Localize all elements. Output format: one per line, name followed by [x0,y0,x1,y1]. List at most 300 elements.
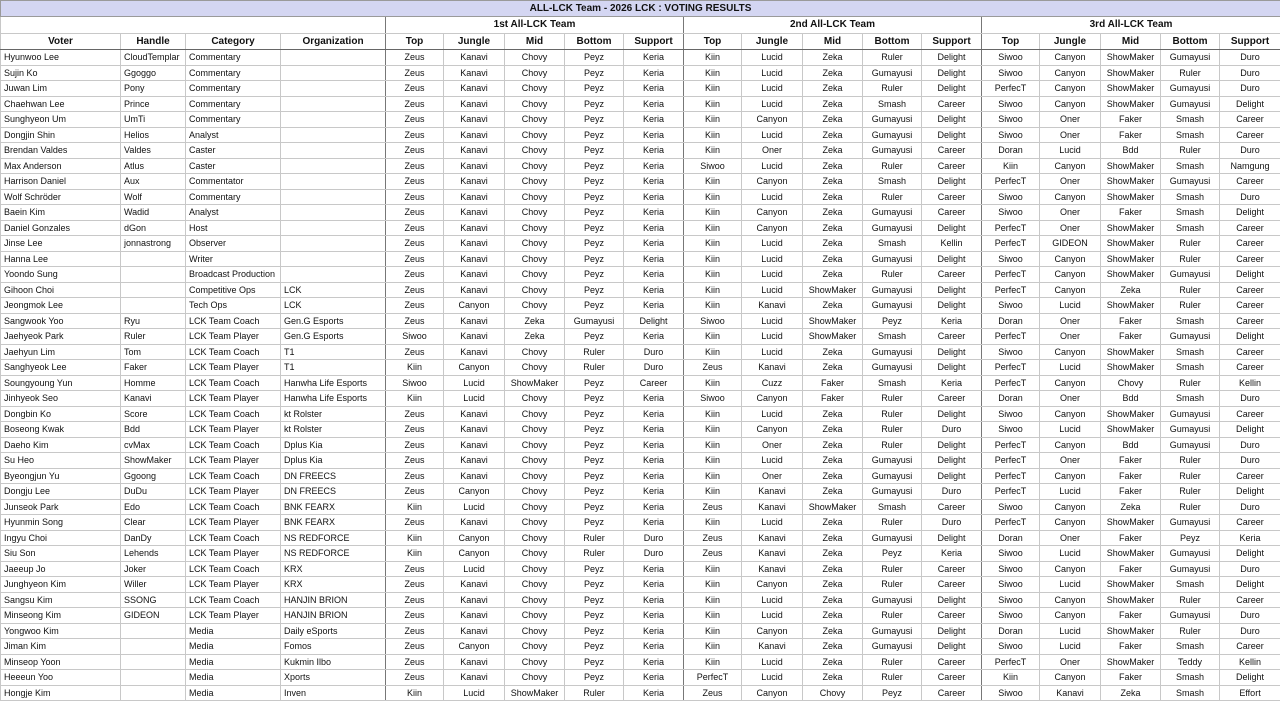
cell-2nd-support: Career [922,205,982,221]
cell-1st-jungle: Kanavi [444,236,505,252]
cell-3rd-mid: Bdd [1101,391,1161,407]
cell-2nd-jungle: Lucid [742,313,803,329]
cell-1st-top: Zeus [386,670,444,686]
cell-1st-jungle: Canyon [444,360,505,376]
cell-1st-mid: Chovy [505,670,565,686]
cell-3rd-support: Duro [1220,143,1280,159]
cell-3rd-bottom: Teddy [1161,654,1220,670]
cell-1st-bottom: Peyz [565,468,624,484]
cell-3rd-bottom: Smash [1161,158,1220,174]
cell-3rd-top: Siwoo [982,577,1040,593]
cell-organization: Hanwha Life Esports [281,375,386,391]
cell-2nd-mid: Chovy [803,685,863,701]
cell-3rd-jungle: Oner [1040,453,1101,469]
cell-2nd-top: Kiin [684,282,742,298]
cell-2nd-mid: Zeka [803,670,863,686]
cell-organization [281,143,386,159]
cell-1st-top: Zeus [386,267,444,283]
cell-voter: Hyunwoo Lee [1,50,121,66]
cell-2nd-support: Kellin [922,236,982,252]
cell-2nd-mid: Zeka [803,608,863,624]
cell-1st-top: Zeus [386,437,444,453]
cell-3rd-jungle: Lucid [1040,360,1101,376]
cell-3rd-mid: Faker [1101,530,1161,546]
cell-voter: Hyunmin Song [1,515,121,531]
cell-1st-bottom: Peyz [565,670,624,686]
cell-category: Media [186,623,281,639]
cell-2nd-jungle: Lucid [742,592,803,608]
cell-3rd-mid: ShowMaker [1101,251,1161,267]
cell-2nd-jungle: Kanavi [742,639,803,655]
cell-3rd-top: Doran [982,623,1040,639]
cell-1st-bottom: Ruler [565,546,624,562]
cell-2nd-support: Delight [922,592,982,608]
cell-2nd-top: Kiin [684,592,742,608]
cell-3rd-jungle: Oner [1040,205,1101,221]
cell-2nd-jungle: Lucid [742,453,803,469]
cell-1st-bottom: Peyz [565,50,624,66]
cell-3rd-bottom: Gumayusi [1161,174,1220,190]
cell-2nd-support: Keria [922,546,982,562]
cell-2nd-support: Delight [922,406,982,422]
cell-2nd-top: Kiin [684,96,742,112]
cell-3rd-support: Duro [1220,189,1280,205]
column-header-1st-support: Support [624,34,684,50]
cell-2nd-bottom: Ruler [863,515,922,531]
cell-3rd-support: Duro [1220,623,1280,639]
cell-handle: Tom [121,344,186,360]
table-row [1,530,1280,546]
cell-2nd-jungle: Kanavi [742,360,803,376]
cell-2nd-bottom: Gumayusi [863,484,922,500]
cell-1st-jungle: Kanavi [444,422,505,438]
cell-1st-top: Zeus [386,577,444,593]
cell-1st-jungle: Kanavi [444,608,505,624]
cell-1st-support: Keria [624,189,684,205]
cell-1st-jungle: Kanavi [444,406,505,422]
cell-1st-mid: Chovy [505,65,565,81]
cell-2nd-top: Kiin [684,561,742,577]
cell-voter: Soungyoung Yun [1,375,121,391]
cell-3rd-support: Career [1220,236,1280,252]
cell-voter: Siu Son [1,546,121,562]
cell-handle [121,251,186,267]
table-row [1,158,1280,174]
cell-voter: Daeho Kim [1,437,121,453]
cell-1st-jungle: Kanavi [444,174,505,190]
cell-1st-mid: Chovy [505,50,565,66]
cell-2nd-bottom: Smash [863,96,922,112]
cell-2nd-mid: Zeka [803,158,863,174]
cell-category: Competitive Ops [186,282,281,298]
cell-category: Analyst [186,127,281,143]
cell-voter: Jiman Kim [1,639,121,655]
cell-3rd-top: PerfecT [982,654,1040,670]
cell-3rd-support: Duro [1220,81,1280,97]
cell-2nd-support: Delight [922,112,982,128]
cell-1st-support: Keria [624,112,684,128]
cell-1st-jungle: Canyon [444,530,505,546]
cell-3rd-bottom: Smash [1161,313,1220,329]
cell-organization: kt Rolster [281,406,386,422]
cell-3rd-mid: ShowMaker [1101,298,1161,314]
cell-3rd-mid: Chovy [1101,375,1161,391]
cell-1st-support: Keria [624,220,684,236]
cell-1st-mid: Chovy [505,592,565,608]
cell-1st-jungle: Kanavi [444,81,505,97]
cell-1st-bottom: Peyz [565,189,624,205]
cell-2nd-bottom: Ruler [863,391,922,407]
cell-category: Commentary [186,189,281,205]
cell-2nd-support: Career [922,654,982,670]
cell-3rd-bottom: Gumayusi [1161,608,1220,624]
cell-1st-bottom: Peyz [565,65,624,81]
table-row [1,50,1280,66]
cell-3rd-mid: ShowMaker [1101,236,1161,252]
cell-category: Broadcast Production [186,267,281,283]
cell-3rd-bottom: Gumayusi [1161,406,1220,422]
cell-2nd-support: Delight [922,437,982,453]
cell-organization: T1 [281,344,386,360]
cell-voter: Sujin Ko [1,65,121,81]
cell-2nd-support: Career [922,143,982,159]
cell-handle: Bdd [121,422,186,438]
table-row [1,298,1280,314]
cell-1st-top: Zeus [386,189,444,205]
cell-3rd-support: Delight [1220,577,1280,593]
column-header-organization: Organization [281,34,386,50]
column-header-2nd-support: Support [922,34,982,50]
cell-1st-bottom: Peyz [565,220,624,236]
cell-2nd-mid: Zeka [803,437,863,453]
cell-1st-top: Zeus [386,143,444,159]
cell-2nd-jungle: Canyon [742,112,803,128]
cell-1st-bottom: Peyz [565,623,624,639]
cell-1st-top: Zeus [386,406,444,422]
cell-2nd-jungle: Lucid [742,654,803,670]
cell-2nd-bottom: Gumayusi [863,530,922,546]
cell-1st-top: Zeus [386,174,444,190]
cell-3rd-jungle: Canyon [1040,251,1101,267]
cell-organization: Hanwha Life Esports [281,391,386,407]
cell-1st-support: Delight [624,313,684,329]
cell-organization [281,174,386,190]
cell-1st-support: Keria [624,654,684,670]
cell-3rd-bottom: Smash [1161,685,1220,701]
cell-2nd-jungle: Lucid [742,282,803,298]
cell-2nd-mid: Zeka [803,406,863,422]
cell-1st-jungle: Kanavi [444,158,505,174]
cell-handle: Homme [121,375,186,391]
cell-3rd-jungle: Lucid [1040,422,1101,438]
cell-1st-support: Keria [624,406,684,422]
cell-3rd-support: Career [1220,592,1280,608]
cell-3rd-bottom: Peyz [1161,530,1220,546]
cell-category: LCK Team Coach [186,406,281,422]
cell-3rd-bottom: Ruler [1161,484,1220,500]
cell-category: Host [186,220,281,236]
cell-3rd-bottom: Smash [1161,670,1220,686]
cell-voter: Dongju Lee [1,484,121,500]
column-header-2nd-mid: Mid [803,34,863,50]
table-row [1,608,1280,624]
cell-2nd-mid: ShowMaker [803,313,863,329]
cell-3rd-jungle: Lucid [1040,484,1101,500]
table-row [1,484,1280,500]
cell-2nd-support: Delight [922,65,982,81]
cell-2nd-support: Keria [922,313,982,329]
cell-1st-top: Zeus [386,282,444,298]
cell-2nd-mid: Zeka [803,654,863,670]
cell-handle: dGon [121,220,186,236]
cell-1st-bottom: Peyz [565,174,624,190]
cell-organization [281,220,386,236]
cell-1st-mid: Zeka [505,329,565,345]
cell-2nd-top: Kiin [684,50,742,66]
cell-3rd-jungle: Oner [1040,112,1101,128]
cell-3rd-bottom: Smash [1161,205,1220,221]
column-header-1st-jungle: Jungle [444,34,505,50]
cell-2nd-support: Career [922,577,982,593]
cell-1st-top: Zeus [386,65,444,81]
cell-voter: Yoondo Sung [1,267,121,283]
cell-2nd-top: Kiin [684,422,742,438]
cell-3rd-bottom: Gumayusi [1161,329,1220,345]
cell-1st-jungle: Kanavi [444,267,505,283]
cell-1st-top: Siwoo [386,375,444,391]
cell-2nd-bottom: Ruler [863,654,922,670]
cell-1st-mid: Chovy [505,639,565,655]
cell-3rd-support: Career [1220,174,1280,190]
cell-3rd-top: PerfecT [982,220,1040,236]
cell-2nd-mid: ShowMaker [803,282,863,298]
cell-2nd-jungle: Kanavi [742,484,803,500]
cell-organization: BNK FEARX [281,515,386,531]
column-header-3rd-mid: Mid [1101,34,1161,50]
cell-category: LCK Team Player [186,329,281,345]
cell-2nd-bottom: Gumayusi [863,360,922,376]
cell-2nd-mid: Zeka [803,127,863,143]
cell-voter: Jinse Lee [1,236,121,252]
table-row [1,391,1280,407]
cell-1st-bottom: Peyz [565,561,624,577]
cell-category: LCK Team Player [186,453,281,469]
cell-2nd-jungle: Lucid [742,329,803,345]
column-header-2nd-jungle: Jungle [742,34,803,50]
cell-organization: Fomos [281,639,386,655]
cell-2nd-top: Zeus [684,546,742,562]
cell-1st-support: Keria [624,639,684,655]
cell-handle: Helios [121,127,186,143]
cell-1st-mid: Chovy [505,220,565,236]
cell-3rd-support: Career [1220,220,1280,236]
cell-3rd-top: Siwoo [982,251,1040,267]
cell-3rd-top: Siwoo [982,592,1040,608]
cell-3rd-jungle: Oner [1040,127,1101,143]
cell-organization: kt Rolster [281,422,386,438]
cell-2nd-top: Kiin [684,639,742,655]
cell-1st-top: Zeus [386,205,444,221]
cell-organization [281,205,386,221]
column-header-category: Category [186,34,281,50]
cell-voter: Junghyeon Kim [1,577,121,593]
cell-3rd-support: Delight [1220,205,1280,221]
table-row [1,189,1280,205]
cell-category: LCK Team Coach [186,561,281,577]
cell-3rd-bottom: Gumayusi [1161,267,1220,283]
cell-voter: Dongbin Ko [1,406,121,422]
cell-category: Media [186,670,281,686]
cell-1st-mid: Chovy [505,530,565,546]
cell-2nd-top: Kiin [684,344,742,360]
cell-2nd-mid: Zeka [803,189,863,205]
cell-category: LCK Team Coach [186,592,281,608]
cell-3rd-jungle: Canyon [1040,670,1101,686]
cell-2nd-mid: Zeka [803,639,863,655]
cell-2nd-mid: Zeka [803,592,863,608]
cell-1st-mid: Chovy [505,577,565,593]
cell-3rd-support: Career [1220,406,1280,422]
cell-handle: SSONG [121,592,186,608]
column-header-3rd-support: Support [1220,34,1280,50]
cell-2nd-bottom: Smash [863,174,922,190]
cell-organization [281,158,386,174]
cell-3rd-support: Duro [1220,561,1280,577]
cell-2nd-bottom: Gumayusi [863,344,922,360]
cell-handle: Lehends [121,546,186,562]
cell-voter: Yongwoo Kim [1,623,121,639]
cell-1st-jungle: Kanavi [444,515,505,531]
cell-2nd-support: Career [922,608,982,624]
table-row [1,670,1280,686]
cell-1st-support: Duro [624,546,684,562]
cell-3rd-top: Siwoo [982,685,1040,701]
cell-2nd-top: Kiin [684,112,742,128]
cell-2nd-bottom: Gumayusi [863,298,922,314]
cell-3rd-jungle: Oner [1040,220,1101,236]
page-title: ALL-LCK Team - 2026 LCK : VOTING RESULTS [1,1,1280,17]
cell-organization: HANJIN BRION [281,608,386,624]
cell-3rd-jungle: Canyon [1040,189,1101,205]
cell-3rd-support: Career [1220,344,1280,360]
cell-1st-top: Zeus [386,468,444,484]
cell-3rd-mid: Faker [1101,205,1161,221]
cell-2nd-mid: Zeka [803,236,863,252]
cell-handle: ShowMaker [121,453,186,469]
cell-handle [121,298,186,314]
cell-category: Commentary [186,65,281,81]
cell-organization [281,251,386,267]
cell-3rd-support: Career [1220,515,1280,531]
table-row [1,375,1280,391]
cell-2nd-bottom: Smash [863,236,922,252]
cell-voter: Su Heo [1,453,121,469]
cell-2nd-top: Zeus [684,685,742,701]
cell-1st-mid: Chovy [505,484,565,500]
table-row [1,205,1280,221]
cell-voter: Juwan Lim [1,81,121,97]
cell-2nd-top: Kiin [684,406,742,422]
cell-1st-bottom: Peyz [565,329,624,345]
cell-category: Media [186,639,281,655]
cell-2nd-top: Kiin [684,298,742,314]
cell-organization: T1 [281,360,386,376]
cell-2nd-bottom: Ruler [863,158,922,174]
cell-handle: GIDEON [121,608,186,624]
cell-3rd-mid: Bdd [1101,143,1161,159]
cell-1st-jungle: Kanavi [444,282,505,298]
cell-1st-jungle: Kanavi [444,344,505,360]
cell-voter: Sanghyeok Lee [1,360,121,376]
cell-2nd-support: Delight [922,127,982,143]
cell-2nd-mid: Zeka [803,205,863,221]
cell-1st-jungle: Kanavi [444,189,505,205]
cell-3rd-bottom: Gumayusi [1161,437,1220,453]
cell-3rd-jungle: Lucid [1040,623,1101,639]
cell-1st-support: Keria [624,468,684,484]
cell-2nd-top: Kiin [684,65,742,81]
cell-2nd-top: Kiin [684,484,742,500]
cell-voter: Junseok Park [1,499,121,515]
cell-1st-support: Keria [624,81,684,97]
cell-3rd-bottom: Smash [1161,220,1220,236]
cell-1st-top: Zeus [386,422,444,438]
cell-1st-jungle: Canyon [444,298,505,314]
cell-handle: Faker [121,360,186,376]
cell-3rd-top: PerfecT [982,484,1040,500]
cell-3rd-mid: ShowMaker [1101,267,1161,283]
cell-3rd-jungle: GIDEON [1040,236,1101,252]
cell-1st-mid: Chovy [505,143,565,159]
cell-3rd-jungle: Canyon [1040,375,1101,391]
cell-3rd-top: Kiin [982,158,1040,174]
column-header-3rd-bottom: Bottom [1161,34,1220,50]
cell-1st-mid: Chovy [505,468,565,484]
cell-1st-mid: Chovy [505,81,565,97]
cell-1st-support: Keria [624,608,684,624]
cell-3rd-support: Duro [1220,391,1280,407]
table-row [1,220,1280,236]
cell-voter: Minseop Yoon [1,654,121,670]
cell-3rd-support: Delight [1220,329,1280,345]
cell-2nd-bottom: Gumayusi [863,453,922,469]
cell-organization: Kukmin Ilbo [281,654,386,670]
cell-2nd-bottom: Peyz [863,313,922,329]
cell-3rd-mid: Faker [1101,670,1161,686]
cell-1st-top: Zeus [386,561,444,577]
cell-1st-support: Keria [624,329,684,345]
cell-2nd-support: Career [922,670,982,686]
cell-2nd-mid: Zeka [803,267,863,283]
cell-3rd-top: PerfecT [982,236,1040,252]
cell-3rd-top: PerfecT [982,515,1040,531]
cell-organization: LCK [281,298,386,314]
cell-handle: Score [121,406,186,422]
cell-3rd-top: Siwoo [982,112,1040,128]
cell-3rd-mid: Zeka [1101,282,1161,298]
cell-3rd-jungle: Canyon [1040,437,1101,453]
cell-1st-mid: Chovy [505,282,565,298]
cell-3rd-jungle: Canyon [1040,81,1101,97]
cell-1st-bottom: Peyz [565,282,624,298]
cell-1st-bottom: Ruler [565,360,624,376]
cell-1st-bottom: Peyz [565,391,624,407]
cell-2nd-jungle: Oner [742,468,803,484]
cell-handle [121,685,186,701]
cell-3rd-top: Doran [982,391,1040,407]
cell-2nd-bottom: Ruler [863,670,922,686]
cell-3rd-support: Career [1220,112,1280,128]
